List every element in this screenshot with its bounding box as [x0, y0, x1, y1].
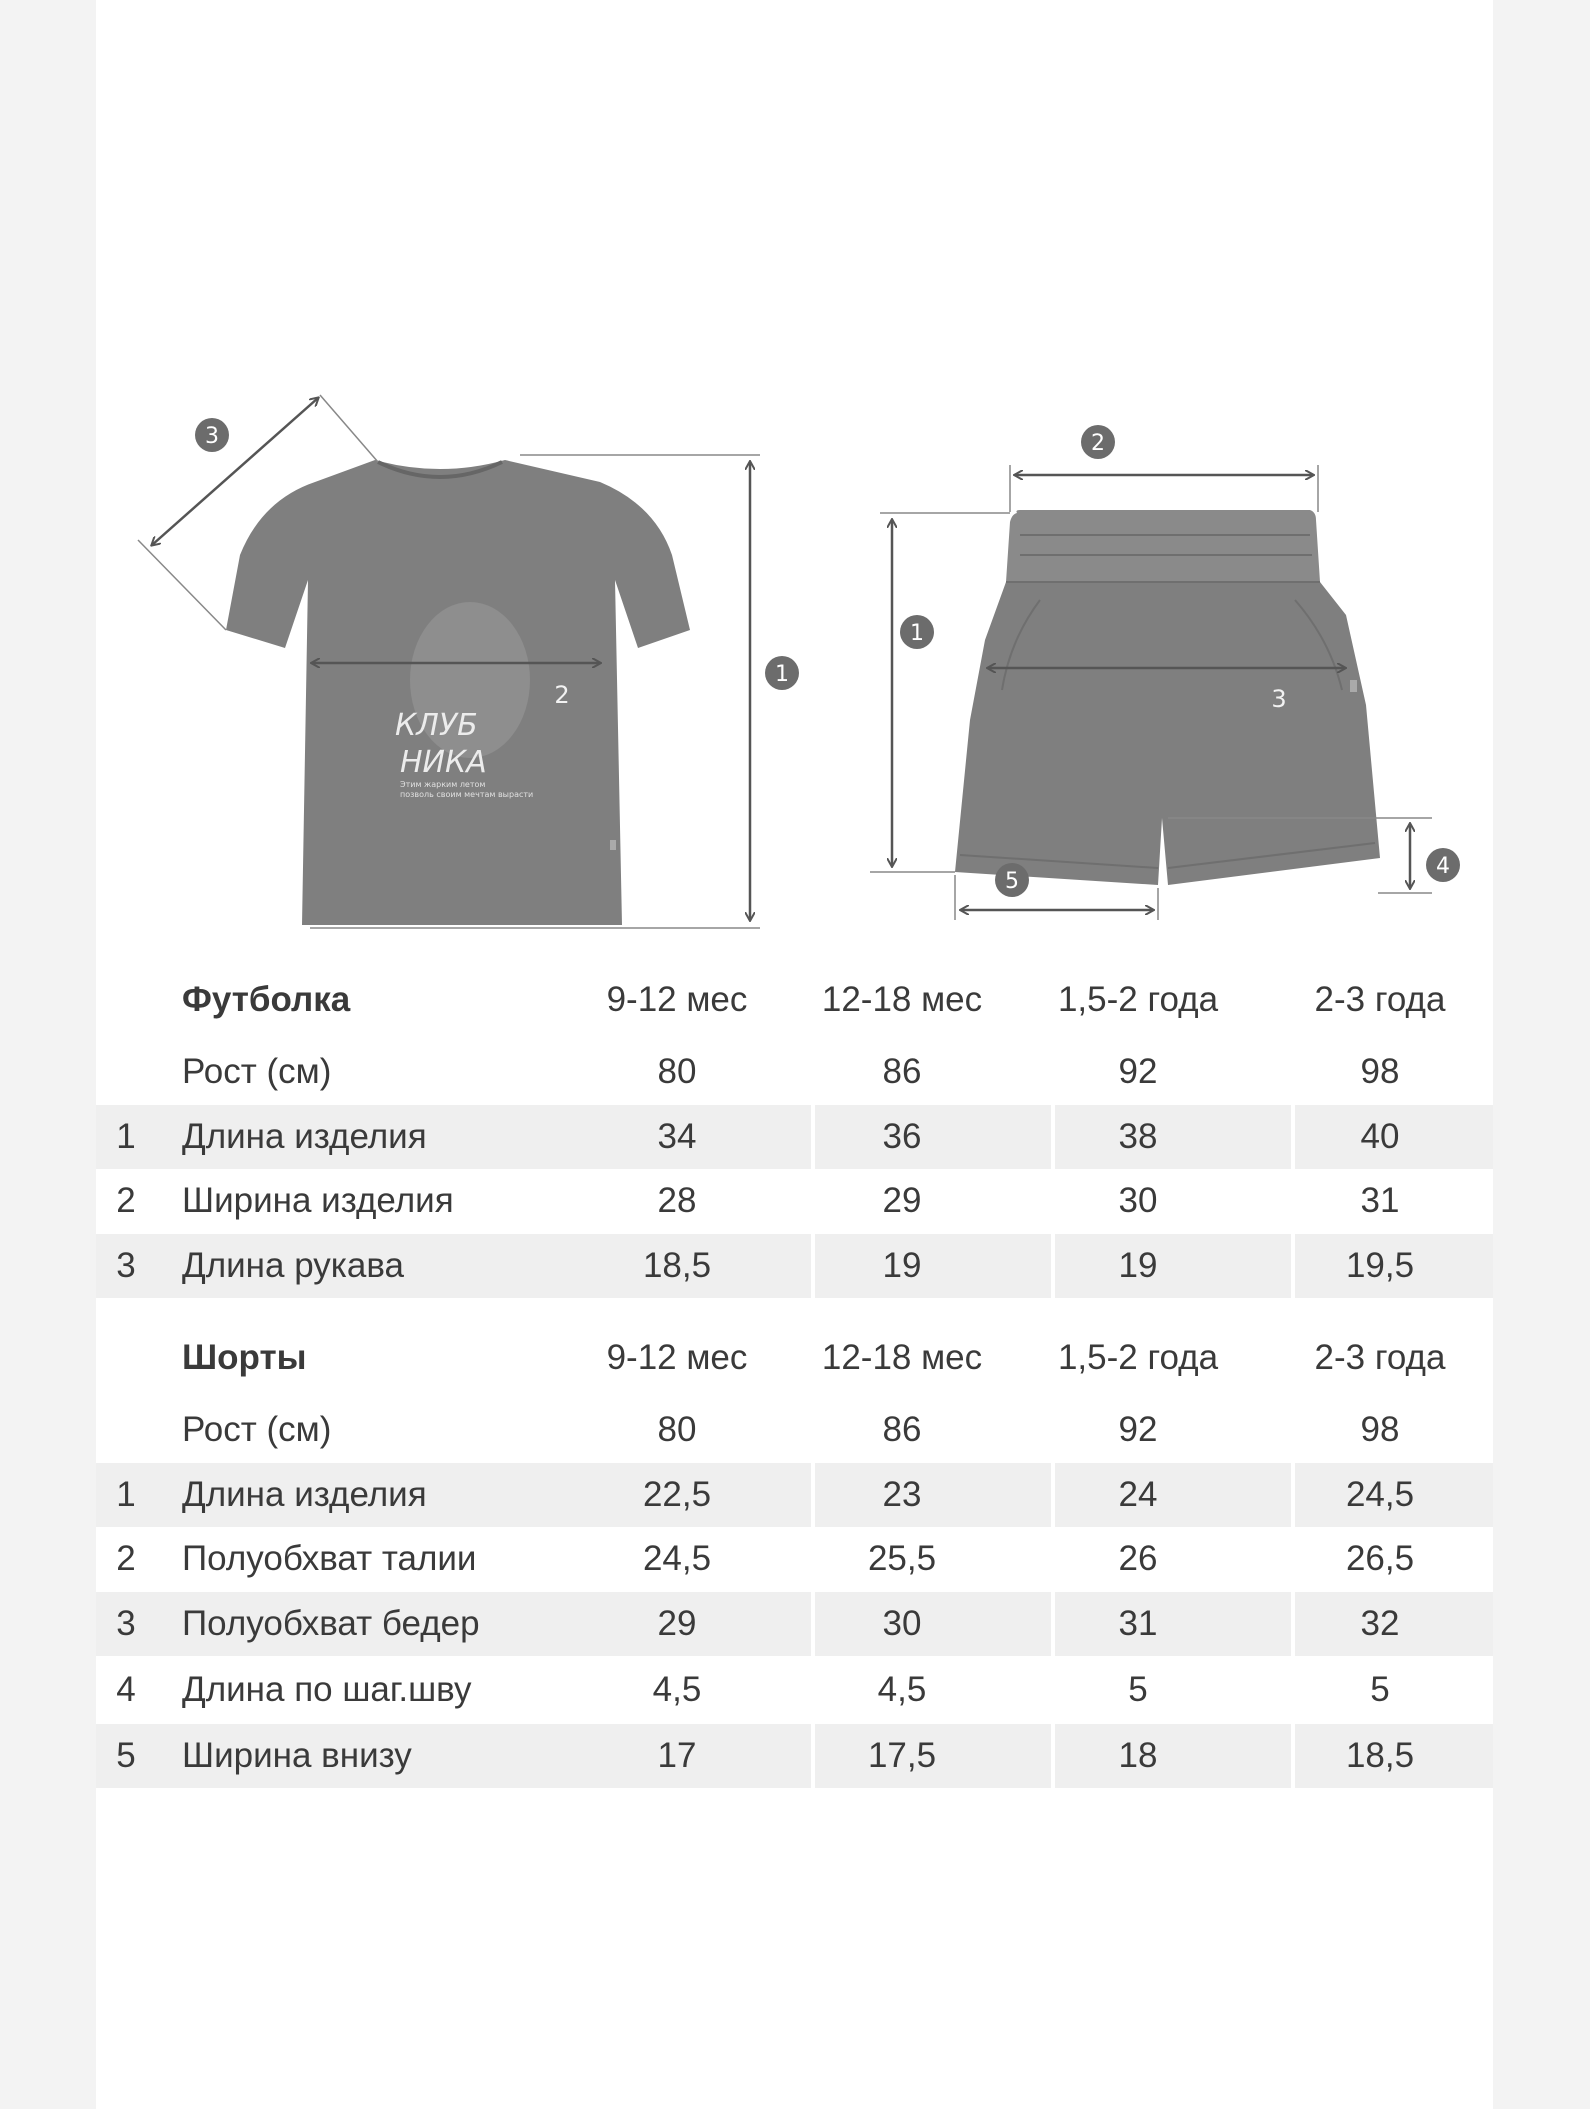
table-cell: 22,5	[642, 1475, 712, 1514]
table-cell: 4,5	[652, 1670, 702, 1709]
row-label: Ширина изделия	[182, 1181, 454, 1220]
row-number: 3	[116, 1604, 136, 1643]
table-cell: 80	[657, 1410, 697, 1449]
table-cell: 29	[882, 1181, 922, 1220]
tshirt-marker-2: 2	[554, 681, 570, 709]
row-label: Длина изделия	[182, 1117, 427, 1156]
row-label: Рост (см)	[182, 1052, 332, 1091]
garment-diagram	[0, 0, 1590, 960]
table-cell: 98	[1360, 1410, 1400, 1449]
table-cell: 5	[1370, 1670, 1390, 1709]
table-header-row	[96, 1326, 1493, 1390]
table-cell: 24,5	[642, 1539, 712, 1578]
table-row	[96, 1234, 1493, 1298]
table-row	[96, 1169, 1493, 1233]
table-cell: 92	[1118, 1052, 1158, 1091]
size-header: 1,5-2 года	[1057, 980, 1219, 1019]
row-number: 2	[116, 1539, 136, 1578]
row-number: 2	[116, 1181, 136, 1220]
shorts-marker-3: 3	[1271, 685, 1287, 713]
print-text-line-3: Этим жарким летом	[400, 780, 486, 789]
table-row	[96, 1398, 1493, 1462]
size-header: 1,5-2 года	[1057, 1338, 1219, 1377]
table-cell: 26,5	[1345, 1539, 1415, 1578]
svg-text:3: 3	[205, 424, 219, 449]
table-cell: 26	[1118, 1539, 1158, 1578]
table-cell: 30	[882, 1604, 922, 1643]
table-cell: 92	[1118, 1410, 1158, 1449]
row-label: Рост (см)	[182, 1410, 332, 1449]
tshirt-illustration	[226, 460, 690, 925]
table-cell: 19	[882, 1246, 922, 1285]
size-header: 12-18 мес	[821, 980, 983, 1019]
row-label: Длина изделия	[182, 1475, 427, 1514]
row-label: Длина рукава	[182, 1246, 404, 1285]
table-row	[96, 1592, 1493, 1656]
row-number: 1	[116, 1117, 136, 1156]
row-number	[96, 1398, 156, 1462]
row-label: Полуобхват бедер	[182, 1604, 480, 1643]
size-header: 9-12 мес	[606, 1338, 748, 1377]
size-header: 2-3 года	[1314, 1338, 1446, 1377]
table-cell: 17,5	[867, 1736, 937, 1775]
table-cell: 19	[1118, 1246, 1158, 1285]
table-cell: 25,5	[867, 1539, 937, 1578]
table-row	[96, 1040, 1493, 1104]
row-label: Ширина внизу	[182, 1736, 412, 1775]
table-cell: 38	[1118, 1117, 1158, 1156]
row-number	[96, 1040, 156, 1104]
row-number: 5	[116, 1736, 136, 1775]
svg-text:1: 1	[910, 621, 924, 646]
svg-text:4: 4	[1436, 854, 1450, 879]
table-row	[96, 1658, 1493, 1722]
tshirt-marker-3	[195, 418, 229, 452]
size-header: 9-12 мес	[606, 980, 748, 1019]
table-cell: 28	[657, 1181, 697, 1220]
table-cell: 5	[1128, 1670, 1148, 1709]
svg-text:1: 1	[775, 662, 789, 687]
row-label: Полуобхват талии	[182, 1539, 477, 1578]
svg-text:2: 2	[1091, 431, 1105, 456]
size-header: 12-18 мес	[821, 1338, 983, 1377]
table-cell: 24,5	[1345, 1475, 1415, 1514]
table-cell: 80	[657, 1052, 697, 1091]
print-text-line-4: позволь своим мечтам вырасти	[400, 790, 534, 799]
row-number: 1	[116, 1475, 136, 1514]
tshirt-tag	[610, 840, 616, 850]
print-text-line-1: КЛУБ	[395, 708, 478, 743]
row-number: 3	[116, 1246, 136, 1285]
size-header: 2-3 года	[1314, 980, 1446, 1019]
table-row	[96, 1724, 1493, 1788]
table-cell: 18,5	[642, 1246, 712, 1285]
svg-text:5: 5	[1005, 869, 1019, 894]
table-cell: 23	[882, 1475, 922, 1514]
table-cell: 40	[1360, 1117, 1400, 1156]
shorts-tag	[1350, 680, 1357, 692]
row-label: Длина по шаг.шву	[182, 1670, 472, 1709]
table-cell: 86	[882, 1052, 922, 1091]
shorts-marker-1	[900, 615, 934, 649]
print-text-line-2: НИКА	[400, 745, 487, 780]
table-row	[96, 1105, 1493, 1169]
table-header-row	[96, 968, 1493, 1032]
row-number: 4	[116, 1670, 136, 1709]
shorts-marker-2	[1081, 425, 1115, 459]
table-cell: 19,5	[1345, 1246, 1415, 1285]
shorts-illustration	[955, 510, 1380, 885]
table-cell: 17	[657, 1736, 697, 1775]
table-cell: 34	[657, 1117, 697, 1156]
table-cell: 31	[1360, 1181, 1400, 1220]
table-cell: 32	[1360, 1604, 1400, 1643]
table-cell: 31	[1118, 1604, 1158, 1643]
table-cell: 18	[1118, 1736, 1158, 1775]
table-cell: 30	[1118, 1181, 1158, 1220]
tshirt-marker-1	[765, 656, 799, 690]
shorts-marker-5	[995, 863, 1029, 897]
table-cell: 86	[882, 1410, 922, 1449]
table-cell: 98	[1360, 1052, 1400, 1091]
table-row	[96, 1527, 1493, 1591]
table-title: Шорты	[182, 1338, 307, 1377]
table-cell: 18,5	[1345, 1736, 1415, 1775]
table-cell: 24	[1118, 1475, 1158, 1514]
table-cell: 4,5	[877, 1670, 927, 1709]
table-cell: 36	[882, 1117, 922, 1156]
table-cell: 29	[657, 1604, 697, 1643]
shorts-waistband	[1006, 510, 1320, 582]
table-row	[96, 1463, 1493, 1527]
table-title: Футболка	[182, 980, 351, 1019]
shorts-marker-4	[1426, 848, 1460, 882]
